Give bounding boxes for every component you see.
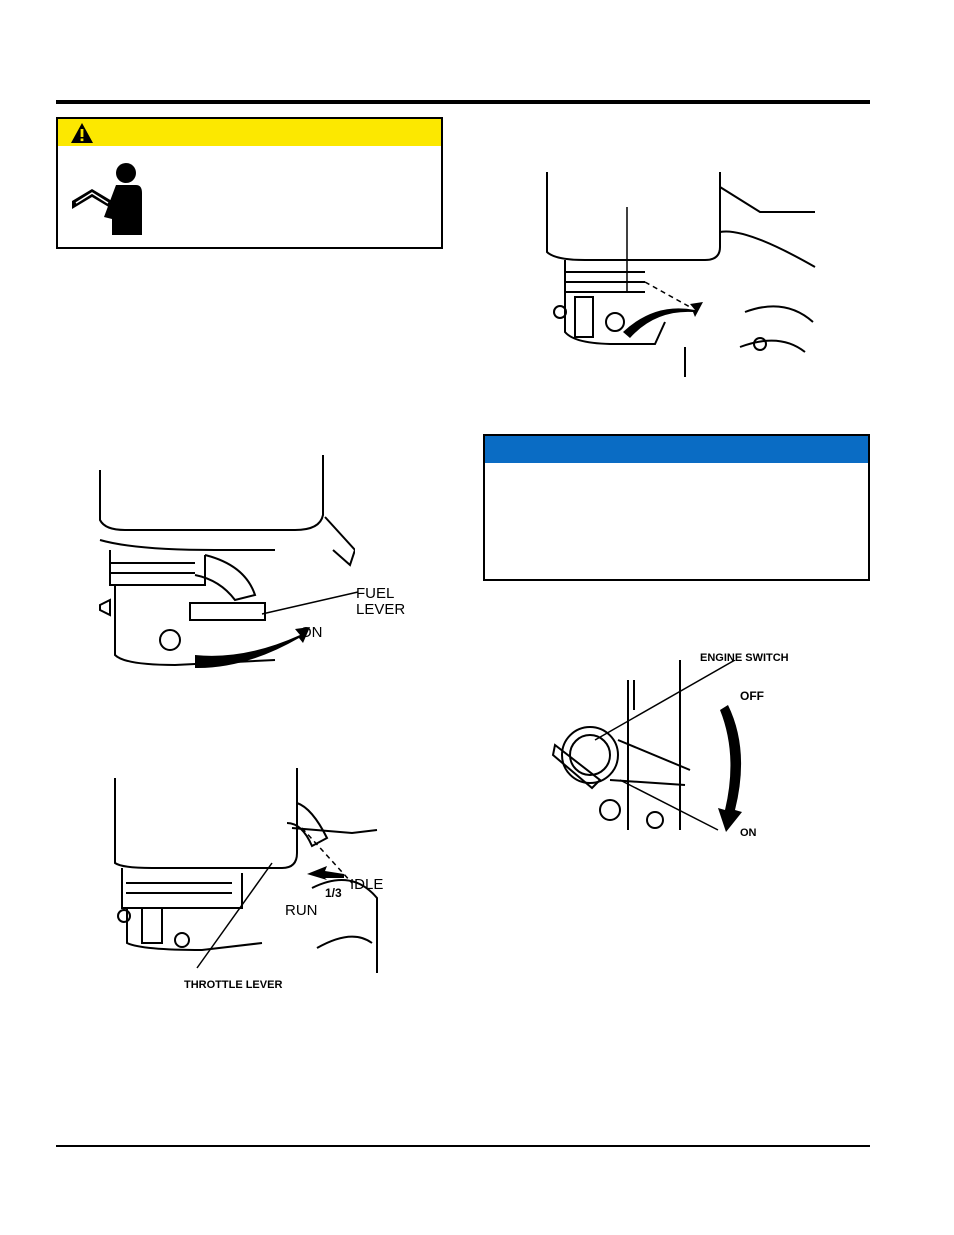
lever-label: LEVER <box>356 601 406 618</box>
fuel-label: FUEL <box>356 585 395 602</box>
off-label: OFF <box>740 689 764 703</box>
notice-box <box>483 434 870 581</box>
footer-rule <box>56 1145 870 1147</box>
notice-header-bar <box>485 436 868 463</box>
header-rule <box>56 100 870 104</box>
choke-lever-illustration <box>545 172 820 377</box>
throttle-lever-label: THROTTLE LEVER <box>184 979 283 991</box>
caution-box <box>56 117 443 249</box>
engine-switch-illustration <box>550 660 755 835</box>
run-label: RUN <box>285 902 318 919</box>
switch-on-label: ON <box>740 827 757 839</box>
warning-triangle-icon <box>70 122 94 144</box>
on-label: ON <box>300 624 323 641</box>
idle-label: IDLE <box>350 876 384 893</box>
caution-header-bar <box>58 119 441 146</box>
engine-switch-label: ENGINE SWITCH <box>700 652 789 664</box>
fraction-label: 1/3 <box>325 886 342 900</box>
throttle-lever-illustration <box>112 768 382 978</box>
fuel-lever-leader <box>260 590 360 620</box>
read-manual-icon <box>68 161 148 237</box>
